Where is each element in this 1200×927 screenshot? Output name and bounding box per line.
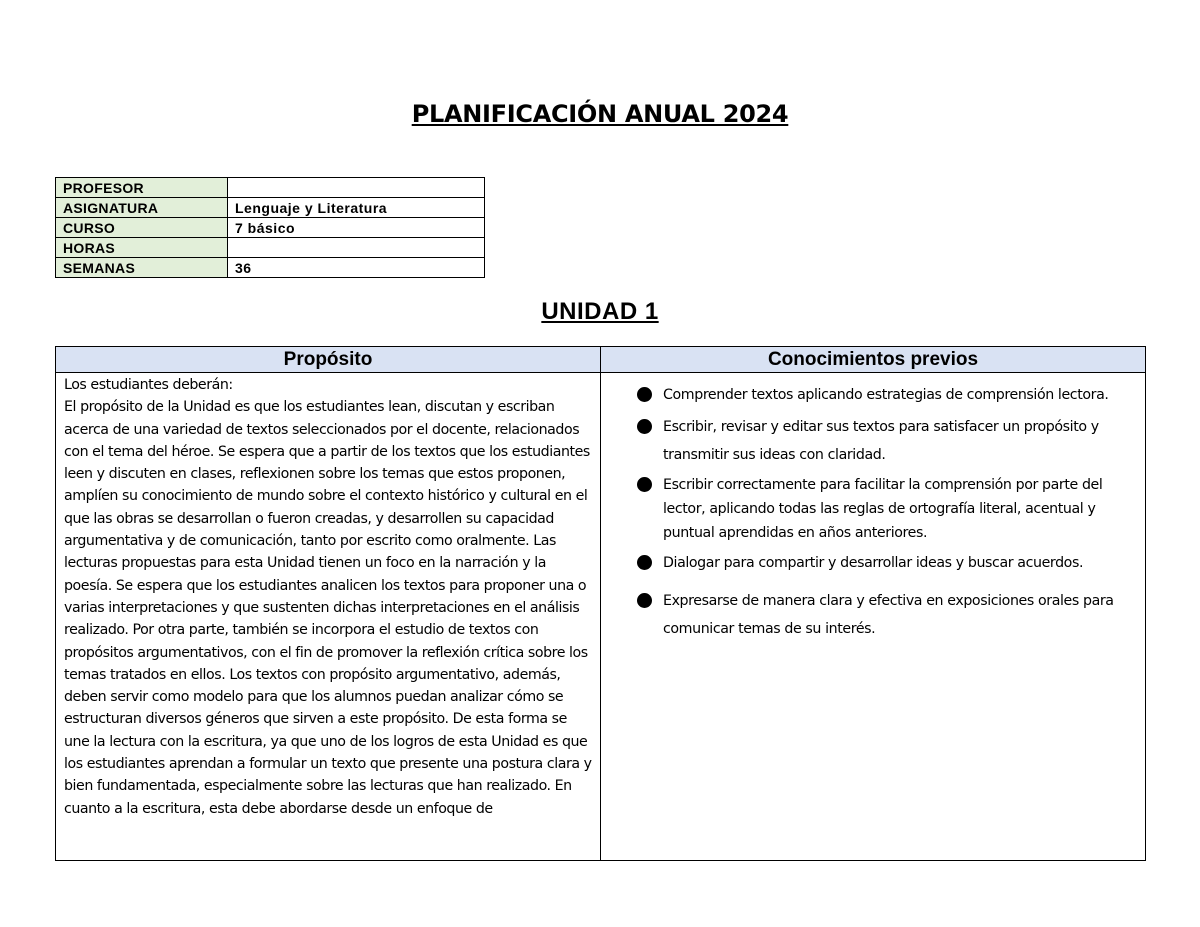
prior-knowledge-header: Conocimientos previos <box>601 347 1146 373</box>
info-row-asignatura <box>56 198 485 218</box>
info-table <box>55 177 485 278</box>
info-row-horas <box>56 238 485 258</box>
bullet-icon <box>637 555 652 570</box>
bullet-icon <box>637 477 652 492</box>
info-label-horas: HORAS <box>56 238 228 258</box>
list-item-text: Expresarse de manera clara y efectiva en exposiciones orales para comunicar temas de su interés. <box>663 593 1114 637</box>
bullet-icon <box>637 387 652 402</box>
info-label-curso: CURSO <box>56 218 228 238</box>
prior-knowledge-cell <box>601 373 1146 861</box>
list-item <box>637 381 1139 409</box>
page-title: PLANIFICACIÓN ANUAL 2024 <box>411 100 789 128</box>
info-label-semanas: SEMANAS <box>56 258 228 278</box>
purpose-text-block <box>56 373 600 859</box>
list-item-text: Escribir correctamente para facilitar la comprensión por parte del lector, aplicando todas las reglas de ortografía literal, acentual y puntual aprendidas en años anteriores. <box>663 477 1103 541</box>
prior-knowledge-list <box>601 373 1145 643</box>
bullet-icon <box>637 419 652 434</box>
bullet-icon <box>637 593 652 608</box>
purpose-header: Propósito <box>56 347 601 373</box>
list-item-text: Comprender textos aplicando estrategias de comprensión lectora. <box>663 387 1109 403</box>
info-value-profesor <box>228 178 485 198</box>
list-item <box>637 413 1139 469</box>
list-item-text: Escribir, revisar y editar sus textos para satisfacer un propósito y transmitir sus ideas con claridad. <box>663 419 1099 463</box>
unit-title: UNIDAD 1 <box>541 298 659 325</box>
info-value-semanas: 36 <box>228 258 485 278</box>
list-item-text: Dialogar para compartir y desarrollar ideas y buscar acuerdos. <box>663 555 1084 571</box>
info-row-semanas <box>56 258 485 278</box>
list-item <box>637 587 1139 643</box>
purpose-cell <box>56 373 601 861</box>
info-label-profesor: PROFESOR <box>56 178 228 198</box>
purpose-intro: Los estudiantes deberán: <box>64 377 233 393</box>
info-label-asignatura: ASIGNATURA <box>56 198 228 218</box>
list-item <box>637 549 1139 577</box>
info-row-profesor <box>56 178 485 198</box>
unit-table <box>55 346 1146 861</box>
purpose-paragraph: El propósito de la Unidad es que los estudiantes lean, discutan y escriban acerca de una variedad de textos seleccionados por el docente, relacionados con el tema del héroe. Se espera que a partir de los textos que los estudiantes leen y discuten en clases, reflexionen sobre los temas que estos proponen, amplíen su conocimiento de mundo sobre el contexto histórico y cultural en el que las obras se desarrollan o fueron creadas, y desarrollen su capacidad argumentativa y de comunicación, tanto por escrito como oralmente. Las lecturas propuestas para esta Unidad tienen un foco en la narración y la poesía. Se espera que los estudiantes analicen los textos para proponer una o varias interpretaciones y que sustenten dichas interpretaciones en el análisis realizado. Por otra parte, también se incorpora el estudio de textos con propósitos argumentativos, con el fin de promover la reflexión crítica sobre los temas tratados en ellos. Los textos con propósito argumentativo, además, deben servir como modelo para que los alumnos puedan analizar cómo se estructuran diversos géneros que sirven a este propósito. De esta forma se une la lectura con la escritura, ya que uno de los logros de esta Unidad es que los estudiantes aprendan a formular un texto que presente una postura clara y bien fundamentada, especialmente sobre las lecturas que han realizado. En cuanto a la escritura, esta debe abordarse desde un enfoque de <box>64 399 592 817</box>
unit-table-header-row <box>56 347 1146 373</box>
unit-table-body-row <box>56 373 1146 861</box>
info-value-curso: 7 básico <box>228 218 485 238</box>
info-value-horas <box>228 238 485 258</box>
list-item <box>637 473 1139 545</box>
info-value-asignatura: Lenguaje y Literatura <box>228 198 485 218</box>
info-row-curso <box>56 218 485 238</box>
